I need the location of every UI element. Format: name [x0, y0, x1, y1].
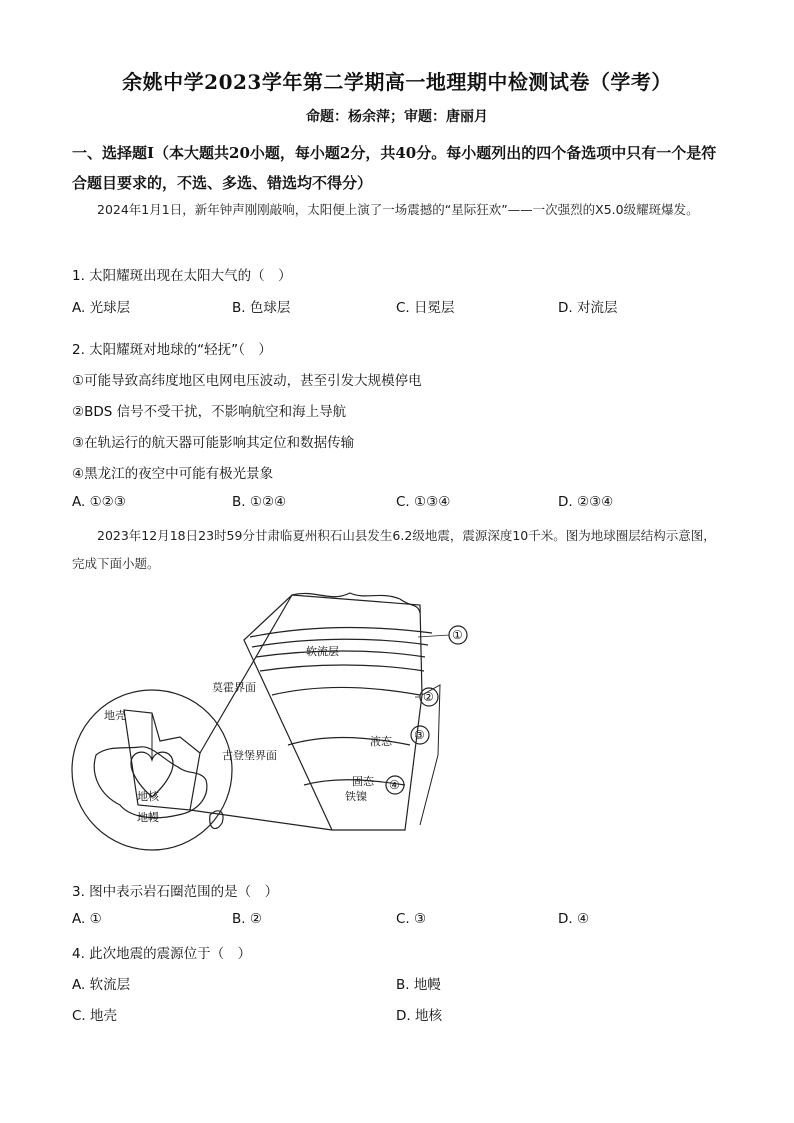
label-solid: 固态: [352, 775, 374, 788]
marker-4: ④: [389, 778, 400, 792]
question-3-option-c: C. ③: [396, 911, 427, 927]
question-1-option-d: D. 对流层: [558, 300, 618, 316]
label-liquid: 液态: [370, 735, 392, 748]
question-3-option-b: B. ②: [232, 911, 262, 927]
author-line: 命题：杨余萍；审题：唐丽月: [306, 109, 488, 125]
question-1-stem: 1. 太阳耀斑出现在太阳大气的（ ）: [72, 268, 292, 284]
question-1-option-a: A. 光球层: [72, 300, 131, 316]
question-4-option-a: A. 软流层: [72, 977, 131, 993]
question-2-statement-1: ①可能导致高纬度地区电网电压波动，甚至引发大规模停电: [72, 373, 422, 389]
question-3-option-a: A. ①: [72, 911, 102, 927]
question-4-option-c: C. 地壳: [72, 1008, 118, 1024]
question-2-option-a: A. ①②③: [72, 494, 126, 510]
question-2-option-c: C. ①③④: [396, 494, 451, 510]
label-mantle: 地幔: [137, 811, 159, 824]
section-heading: 一、选择题Ⅰ（本大题共20小题，每小题2分，共40分。每小题列出的四个备选项中只有一个是符合题目要求的，不选、多选、错选均不得分）: [72, 144, 717, 192]
question-1-option-c: C. 日冕层: [396, 300, 455, 316]
label-asthenosphere: 软流层: [306, 645, 339, 658]
label-crust: 地壳: [104, 709, 126, 722]
marker-3: ③: [414, 728, 425, 742]
earth-layers-figure: [60, 585, 500, 870]
label-core: 地核: [137, 790, 159, 803]
label-iron: 铁镍: [345, 790, 367, 803]
question-2-statement-3: ③在轨运行的航天器可能影响其定位和数据传输: [72, 435, 355, 451]
question-4-option-b: B. 地幔: [396, 977, 441, 993]
question-4-stem: 4. 此次地震的震源位于（ ）: [72, 946, 252, 962]
page-title: 余姚中学2023学年第二学期高一地理期中检测试卷（学考）: [122, 70, 672, 94]
question-4-option-d: D. 地核: [396, 1008, 442, 1024]
passage-solar-flare: 2024年1月1日，新年钟声刚刚敲响，太阳便上演了一场震撼的“星际狂欢”——一次强烈的X5.0级耀斑爆发。: [97, 202, 699, 217]
question-3-option-d: D. ④: [558, 911, 590, 927]
label-gutenberg: 古登堡界面: [222, 749, 277, 762]
label-moho: 莫霍界面: [212, 681, 256, 694]
marker-2: ②: [423, 690, 434, 704]
moho-arc: [272, 688, 420, 696]
marker-1: ①: [452, 628, 463, 642]
wedge-outline: [244, 595, 422, 830]
question-2-option-b: B. ①②④: [232, 494, 287, 510]
question-2-statement-4: ④黑龙江的夜空中可能有极光景象: [72, 466, 274, 482]
passage-earthquake: 2023年12月18日23时59分甘肃临夏州积石山县发生6.2级地震，震源深度10千米。图为地球圈层结构示意图，完成下面小题。: [72, 528, 716, 571]
question-2-option-d: D. ②③④: [558, 494, 614, 510]
question-1-option-b: B. 色球层: [232, 300, 291, 316]
question-2-stem: 2. 太阳耀斑对地球的“轻抚”（ ）: [72, 342, 272, 358]
question-2-statement-2: ②BDS 信号不受干扰，不影响航空和海上导航: [72, 404, 347, 420]
globe-cutaway: [124, 710, 200, 810]
question-3-stem: 3. 图中表示岩石圈范围的是（ ）: [72, 884, 279, 900]
